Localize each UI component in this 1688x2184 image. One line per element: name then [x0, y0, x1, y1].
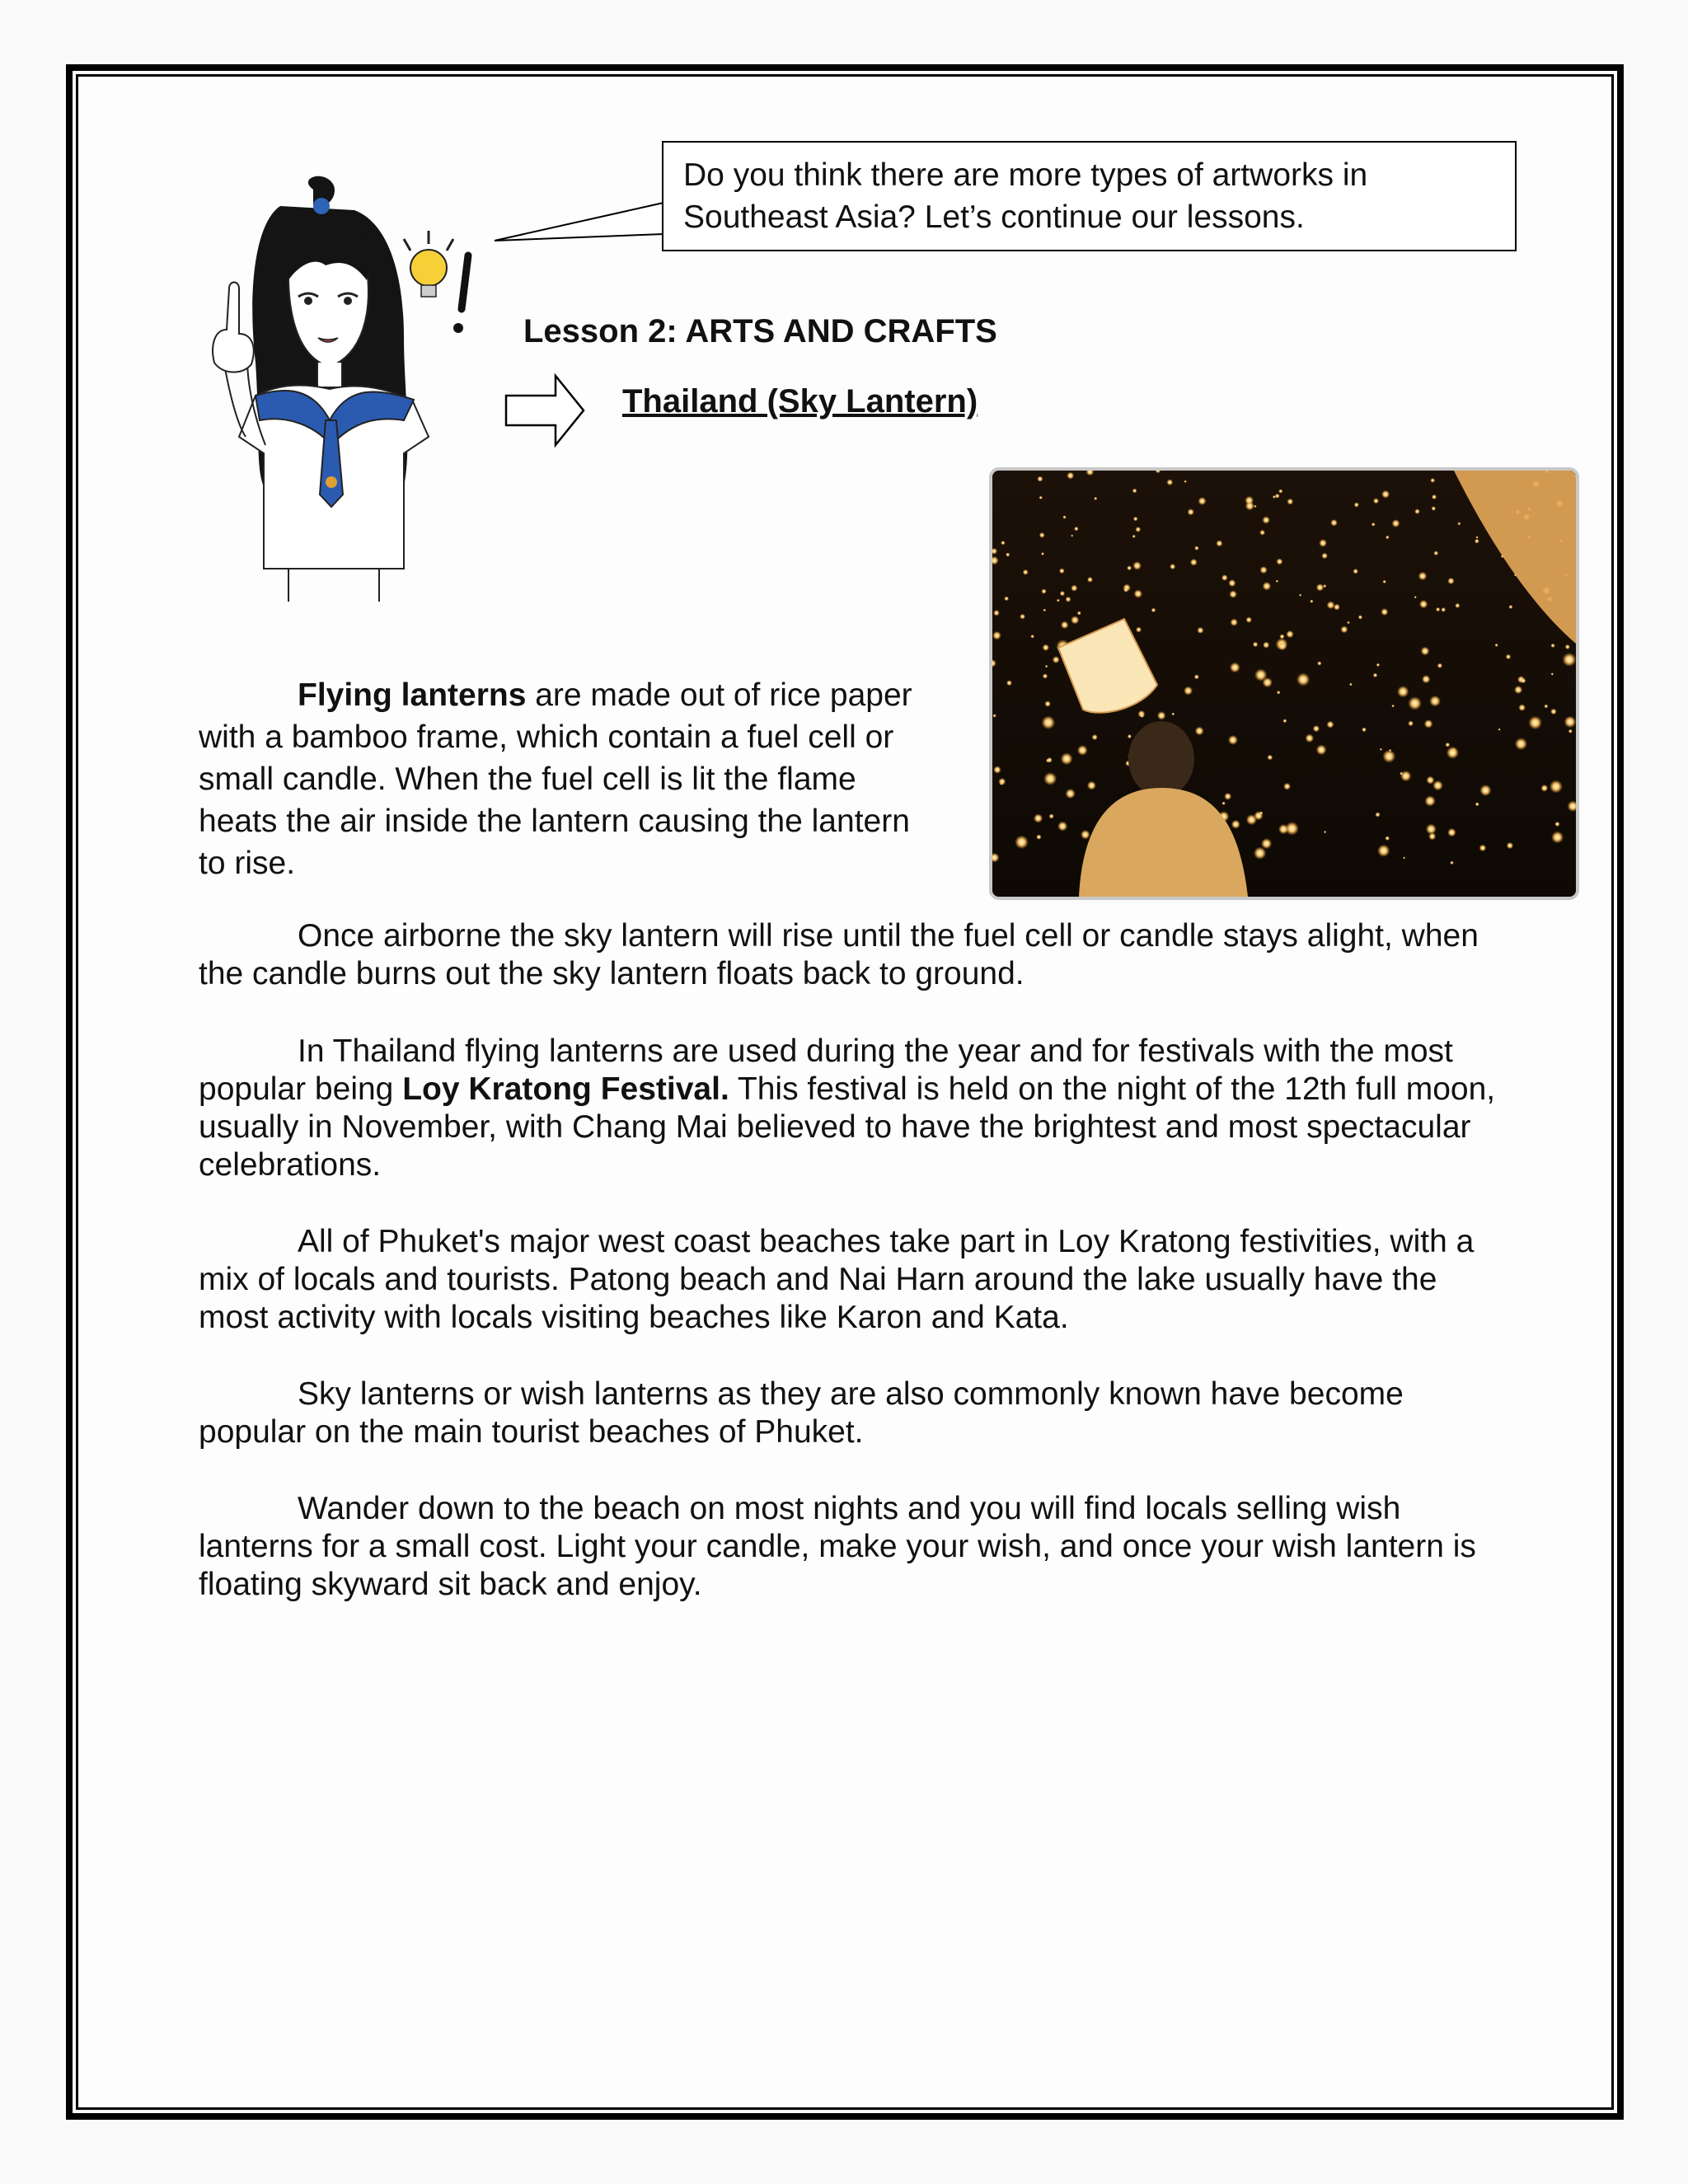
lantern-light — [1067, 472, 1074, 480]
lantern-light — [1198, 497, 1207, 505]
paragraph-3-text-after: This festival is held on the night of the 12th full moon, usually in November, with Chang Mai believed to have the brightest and most spectacular celebrations. — [199, 1071, 1496, 1183]
lantern-light — [1392, 519, 1400, 527]
lantern-light — [1568, 729, 1573, 733]
lantern-light — [1194, 546, 1199, 551]
paragraph-wish-lanterns — [199, 1376, 1501, 1451]
lantern-light — [1324, 831, 1326, 833]
lantern-light — [1123, 588, 1128, 593]
lantern-light — [1195, 726, 1204, 735]
lantern-light — [1436, 607, 1440, 612]
lantern-light — [1457, 522, 1461, 525]
lantern-light — [1194, 674, 1199, 679]
lantern-light — [1563, 653, 1577, 667]
lantern-light — [1170, 564, 1175, 569]
lantern-light — [1136, 627, 1142, 633]
lantern-light — [1479, 845, 1487, 852]
lantern-light — [1127, 565, 1132, 570]
lantern-light — [1132, 535, 1136, 538]
lantern-light — [1057, 821, 1067, 831]
lantern-light — [1228, 735, 1238, 745]
lantern-light — [1498, 729, 1501, 731]
lantern-light — [1354, 502, 1359, 507]
paragraph-2-text: Once airborne the sky lantern will rise until the fuel cell or candle stays alight, when the candle burns out the sky lantern floats back to ground. — [199, 918, 1479, 991]
lantern-light — [1059, 568, 1065, 574]
lantern-light — [1306, 733, 1315, 743]
lantern-light — [1437, 663, 1442, 668]
lantern-light — [1260, 566, 1268, 574]
lantern-light — [1057, 599, 1060, 602]
lantern-light — [1313, 725, 1320, 732]
lantern-light — [1506, 654, 1511, 659]
lantern-light — [1373, 498, 1379, 504]
lantern-light — [1263, 582, 1272, 591]
lantern-light — [1316, 583, 1324, 591]
lantern-light — [1381, 608, 1388, 616]
lantern-light — [1128, 734, 1132, 738]
lantern-light — [1433, 551, 1438, 555]
lantern-light — [1060, 591, 1065, 596]
paragraph-5-text: Sky lanterns or wish lanterns as they are also commonly known have become popular on the main tourist beaches of Phuket. — [199, 1376, 1404, 1450]
lantern-light — [1045, 665, 1048, 668]
lantern-light — [1006, 552, 1010, 556]
lantern-light — [1408, 696, 1422, 710]
lantern-light — [1259, 530, 1265, 536]
lantern-light — [1554, 822, 1559, 827]
lantern-light — [1043, 609, 1047, 612]
lantern-light — [1071, 616, 1079, 624]
lantern-light — [1353, 569, 1358, 574]
lantern-light — [1475, 802, 1479, 806]
lantern-light — [1020, 614, 1025, 620]
lantern-light — [1310, 600, 1313, 603]
lantern-light — [1278, 489, 1282, 493]
lantern-light — [1049, 813, 1054, 818]
lantern-light — [1447, 828, 1456, 837]
lantern-light — [1043, 644, 1049, 651]
lantern-light — [1044, 701, 1051, 707]
lantern-light — [1424, 719, 1433, 729]
lantern-light — [1042, 715, 1056, 729]
paragraph-6-text: Wander down to the beach on most nights and you will find locals selling wish lanterns for a small cost. Light your candle, make your wish, and once your wish lantern is floating skyward sit back and enjoy. — [199, 1491, 1476, 1602]
lantern-light — [1551, 831, 1564, 843]
lantern-light — [1373, 673, 1378, 678]
lantern-light — [1403, 856, 1405, 859]
lantern-light — [1190, 559, 1198, 566]
lantern-light — [1282, 719, 1287, 723]
lantern-light — [1323, 584, 1326, 588]
lantern-light — [1287, 499, 1293, 505]
lantern-light — [1475, 536, 1478, 538]
lantern-light — [1062, 515, 1066, 518]
paragraph-airborne — [199, 917, 1501, 993]
lantern-light — [1263, 642, 1269, 649]
lantern-light — [1450, 861, 1454, 865]
lantern-light — [1340, 626, 1348, 633]
lantern-light — [1039, 532, 1045, 538]
lantern-light — [1358, 615, 1362, 619]
lantern-light — [1092, 734, 1098, 740]
lantern-light — [1006, 680, 1012, 686]
lantern-light — [992, 714, 996, 717]
lantern-light — [1381, 490, 1390, 499]
lantern-light — [1540, 785, 1548, 792]
lantern-light — [1132, 489, 1137, 494]
lantern-light — [1495, 644, 1498, 647]
speech-bubble-line-1: Do you think there are more types of artworks in — [683, 157, 1368, 193]
lantern-light — [1132, 561, 1142, 570]
lantern-light — [1071, 585, 1077, 592]
lantern-light — [1432, 506, 1437, 511]
lesson-subtitle: Thailand (Sky Lantern) — [622, 383, 978, 419]
term-loy-kratong: Loy Kratong Festival. — [402, 1071, 729, 1107]
lantern-light — [1087, 781, 1096, 790]
lantern-light — [1043, 772, 1057, 785]
lantern-light — [1321, 553, 1328, 560]
paragraph-wander-beach — [199, 1490, 1501, 1604]
lantern-light — [1400, 771, 1411, 781]
lantern-light — [993, 766, 1001, 773]
lantern-light — [1065, 789, 1075, 799]
lantern-light — [1383, 580, 1386, 583]
lantern-light — [1135, 527, 1141, 532]
lantern-light — [1157, 711, 1166, 720]
lantern-light — [1081, 830, 1090, 840]
lantern-light — [1362, 727, 1367, 732]
lantern-light — [1299, 594, 1301, 597]
lantern-light — [1380, 748, 1382, 751]
lantern-light — [1508, 605, 1512, 609]
lantern-light — [1515, 738, 1527, 750]
lantern-light — [1514, 686, 1522, 694]
paragraph-flying-lanterns — [199, 674, 940, 884]
lantern-light — [1385, 836, 1390, 841]
lantern-light — [1166, 479, 1173, 485]
lantern-light — [1231, 618, 1238, 626]
lantern-light — [1188, 509, 1194, 515]
lantern-light — [1550, 780, 1563, 793]
paragraph-1-text: are made out of rice paper with a bamboo frame, which contain a fuel cell or small candle. When the fuel cell is lit the flame heats the air inside the lantern causing the lantern to rise. — [199, 677, 912, 881]
lantern-light — [1267, 755, 1273, 761]
lantern-light — [1004, 596, 1009, 601]
lantern-light — [1426, 824, 1437, 835]
lantern-light — [1376, 663, 1380, 667]
lantern-light — [1377, 845, 1390, 857]
lantern-light — [1316, 744, 1327, 755]
speech-bubble — [662, 141, 1517, 251]
lantern-light — [1372, 523, 1376, 527]
lantern-light — [1445, 743, 1450, 748]
lantern-light — [1246, 814, 1257, 825]
lantern-light — [1479, 785, 1491, 796]
lantern-light — [1432, 780, 1443, 791]
lantern-light — [1216, 540, 1222, 546]
cartoon-girl-illustration — [157, 173, 503, 618]
lantern-light — [1447, 578, 1454, 584]
lantern-light — [1030, 635, 1034, 639]
lantern-light — [1550, 709, 1557, 715]
lantern-light — [1273, 495, 1276, 499]
lantern-light — [1230, 663, 1240, 673]
lantern-light — [1023, 569, 1029, 575]
lantern-light — [1426, 776, 1434, 785]
lantern-light — [1419, 600, 1428, 608]
lantern-light — [1518, 704, 1526, 711]
lantern-light — [1455, 603, 1460, 608]
lantern-light — [1279, 634, 1284, 639]
speech-bubble-line-2: Southeast Asia? Let’s continue our lessons. — [683, 199, 1305, 235]
lantern-light — [1319, 539, 1327, 547]
sky-lanterns-photo — [989, 467, 1579, 900]
paragraph-phuket-beaches — [199, 1223, 1501, 1337]
lantern-light — [1544, 704, 1548, 708]
lantern-light — [1317, 661, 1321, 665]
lantern-light — [1429, 696, 1441, 707]
lantern-light — [1000, 782, 1002, 785]
lantern-light — [1432, 494, 1437, 499]
lantern-light — [1036, 834, 1041, 839]
lantern-light — [1034, 813, 1043, 823]
lantern-light — [1001, 541, 1005, 545]
lantern-light — [1349, 683, 1353, 687]
lantern-light — [1441, 607, 1446, 612]
lantern-light — [1347, 621, 1350, 625]
lantern-light — [1061, 621, 1069, 630]
lantern-light — [1424, 795, 1435, 806]
lantern-light — [1285, 822, 1299, 836]
lantern-light — [1077, 745, 1088, 756]
lantern-light — [1564, 716, 1576, 729]
lantern-light — [1094, 497, 1097, 500]
lantern-light — [1037, 476, 1043, 482]
lantern-light — [1245, 496, 1254, 505]
lantern-light — [1259, 811, 1263, 814]
term-flying-lanterns: Flying lanterns — [298, 677, 527, 713]
lantern-light — [1228, 579, 1236, 587]
lantern-light — [1184, 687, 1193, 696]
lantern-light — [1507, 842, 1513, 849]
lantern-light — [1053, 656, 1060, 663]
lantern-light — [1382, 750, 1395, 763]
lantern-light — [1286, 630, 1293, 638]
lantern-light — [993, 610, 1000, 616]
lantern-light — [1551, 673, 1554, 675]
lantern-light — [1391, 705, 1395, 708]
lantern-light — [1263, 677, 1273, 687]
lantern-light — [1221, 574, 1228, 581]
lantern-light — [1277, 691, 1281, 695]
lantern-light — [1447, 747, 1459, 759]
lantern-light — [1422, 675, 1430, 683]
paragraph-4-text: All of Phuket's major west coast beaches take part in Loy Kratong festivities, with a mix of locals and tourists. Patong beach and Nai Harn around the lake usually have the most activity with locals visiting beaches like Karon and Kata. — [199, 1224, 1475, 1335]
lantern-light — [1386, 536, 1390, 540]
lantern-light — [1041, 588, 1046, 593]
lantern-light — [1133, 517, 1138, 522]
lantern-light — [1276, 558, 1282, 565]
lantern-light — [1061, 752, 1073, 765]
lantern-light — [1375, 812, 1380, 817]
lantern-light — [1140, 714, 1144, 718]
lantern-light — [1327, 721, 1334, 729]
lantern-light — [1421, 647, 1430, 656]
lantern-light — [1071, 535, 1073, 537]
lantern-light — [1043, 673, 1048, 678]
lantern-light — [1074, 527, 1079, 532]
lantern-light — [1229, 590, 1237, 598]
lesson-title: Lesson 2: ARTS AND CRAFTS — [523, 313, 997, 349]
lantern-light — [1408, 720, 1414, 726]
paragraph-thailand-festivals — [199, 1033, 1501, 1184]
lantern-light — [1414, 596, 1417, 598]
lantern-light — [1224, 793, 1231, 800]
lantern-light — [1296, 673, 1310, 686]
lantern-light — [1197, 627, 1203, 634]
lantern-light — [1276, 580, 1278, 583]
lantern-light — [1430, 478, 1435, 483]
lantern-light — [1278, 641, 1287, 650]
lantern-light — [1397, 686, 1409, 697]
lantern-light — [1528, 716, 1542, 730]
lantern-light — [1221, 802, 1225, 805]
lantern-light — [1039, 496, 1043, 499]
lantern-light — [1231, 820, 1240, 829]
lantern-light — [1327, 601, 1335, 609]
speech-bubble-tail — [493, 198, 666, 255]
lantern-light — [1565, 644, 1570, 649]
lantern-light — [1077, 611, 1081, 615]
lantern-light — [1246, 616, 1252, 622]
lantern-light — [1521, 678, 1526, 683]
lantern-light — [1134, 589, 1142, 598]
lantern-light — [1261, 838, 1272, 849]
lantern-light — [1475, 539, 1479, 544]
paragraph-3-text-before: In Thailand flying lanterns are used during the year and for festivals with the most popular being — [199, 1033, 1453, 1107]
lantern-light — [1330, 519, 1338, 527]
lantern-light — [1087, 577, 1093, 583]
lantern-light — [1047, 757, 1053, 763]
lantern-light — [1254, 847, 1266, 860]
lantern-light — [1171, 713, 1175, 716]
lantern-light — [1253, 642, 1259, 648]
lantern-light — [1066, 597, 1071, 602]
lantern-light — [1262, 516, 1269, 523]
lantern-light — [1414, 509, 1420, 514]
lantern-light — [1283, 783, 1291, 790]
lantern-light — [992, 631, 1001, 640]
lantern-light — [1184, 480, 1186, 483]
right-arrow-icon — [504, 373, 587, 448]
lantern-light — [1151, 608, 1156, 613]
lantern-light — [1015, 836, 1029, 850]
lantern-light — [1418, 572, 1428, 581]
lantern-light — [1550, 644, 1554, 648]
lantern-light — [1041, 552, 1044, 555]
